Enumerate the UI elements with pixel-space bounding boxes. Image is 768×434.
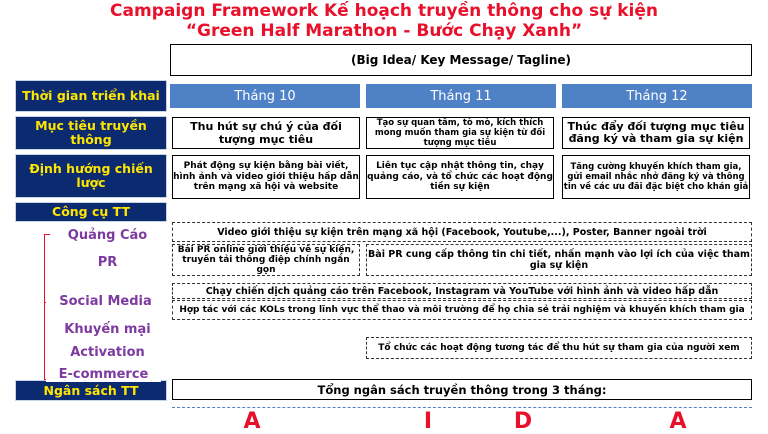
tool-social-media: Social Media xyxy=(46,292,165,310)
title-line-2: “Green Half Marathon - Bước Chạy Xanh” xyxy=(185,21,583,41)
aida-attention: A xyxy=(243,408,261,434)
strategy-cell-2: Liên tục cập nhật thông tin, chạy quảng cáo, và tổ chức các hoạt động tiền sự kiện xyxy=(366,155,554,199)
tool-ecommerce: E-commerce xyxy=(46,366,161,382)
month-10: Tháng 10 xyxy=(170,84,360,108)
label-time: Thời gian triển khai xyxy=(15,80,167,112)
social-cell-1: Chạy chiến dịch quảng cáo trên Facebook, Instagram và YouTube với hình ảnh và video hấp dẫn xyxy=(172,283,752,299)
objective-cell-2: Tạo sự quan tâm, tò mò, kích thích mong muốn tham gia sự kiện từ đối tượng mục tiêu xyxy=(366,117,554,149)
label-tools: Công cụ TT xyxy=(15,202,167,222)
title-line-1: Campaign Framework Kế hoạch truyền thông cho sự kiện xyxy=(110,1,658,21)
month-11: Tháng 11 xyxy=(366,84,556,108)
big-idea-box: (Big Idea/ Key Message/ Tagline) xyxy=(170,44,752,76)
objective-cell-3: Thúc đẩy đối tượng mục tiêu đăng ký và tham gia sự kiện xyxy=(562,117,750,149)
aida-desire: D xyxy=(513,408,533,434)
budget-cell: Tổng ngân sách truyền thông trong 3 tháng: xyxy=(172,379,752,400)
label-objective: Mục tiêu truyền thông xyxy=(15,116,167,150)
tool-advertising: Quảng Cáo xyxy=(50,226,165,244)
tool-pr: PR xyxy=(50,253,165,271)
aida-interest: I xyxy=(423,408,433,434)
ads-cell: Video giới thiệu sự kiện trên mạng xã hội (Facebook, Youtube,...), Poster, Banner ngoài trời xyxy=(172,222,752,242)
tool-activation: Activation xyxy=(50,343,165,361)
month-12: Tháng 12 xyxy=(562,84,752,108)
label-budget: Ngân sách TT xyxy=(15,380,167,401)
tool-promotion: Khuyến mại xyxy=(50,320,165,338)
strategy-cell-3: Tăng cường khuyến khích tham gia, gửi email nhắc nhở đăng ký và thông tin về các ưu đãi đặc biệt cho khán giả xyxy=(562,155,750,199)
aida-action: A xyxy=(669,408,687,434)
objective-cell-1: Thu hút sự chú ý của đối tượng mục tiêu xyxy=(172,117,360,149)
pr-cell-1: Bài PR online giới thiệu về sự kiện, truyền tải thông điệp chính ngắn gọn xyxy=(172,244,360,276)
strategy-cell-1: Phát động sự kiện bằng bài viết, hình ảnh và video giới thiệu hấp dẫn trên mạng xã hội và website xyxy=(172,155,360,199)
activation-cell: Tổ chức các hoạt động tương tác để thu hút sự tham gia của người xem xyxy=(366,337,752,359)
label-strategy: Định hướng chiến lược xyxy=(15,154,167,198)
pr-cell-2: Bài PR cung cấp thông tin chi tiết, nhấn mạnh vào lợi ích của việc tham gia sự kiện xyxy=(366,244,752,276)
social-cell-2: Hợp tác với các KOLs trong lĩnh vực thể thao và môi trường để họ chia sẻ trải nghiệm và khuyến khích tham gia xyxy=(172,300,752,320)
